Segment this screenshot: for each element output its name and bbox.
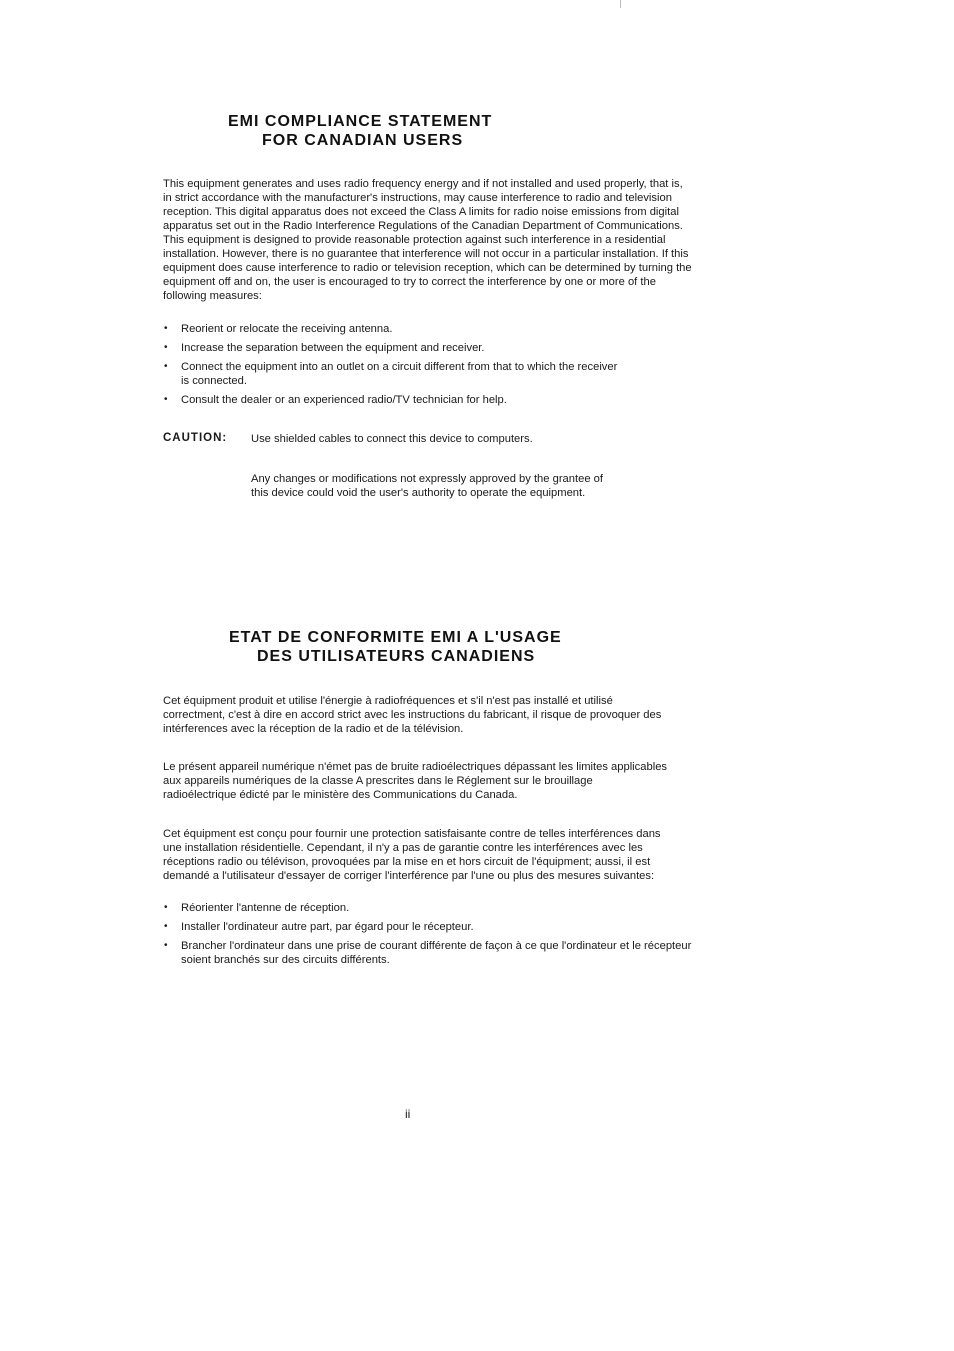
french-paragraph-3: Cet équipment est conçu pour fournir une protection satisfaisante contre de telles interférences dans une installation résidentielle. Cependant, il n'y a pas de garantie contre les interférences avec les réceptions radio ou télévison, provoquées par la mise en et hors circuit de l'équipment; aussi, il est demandé a l'utilisateur d'essayer de corriger l'interférence par l'une ou plus des mesures suivantes: — [163, 828, 661, 882]
list-item: • Réorienter l'antenne de réception. — [163, 901, 693, 915]
english-heading-line2: FOR CANADIAN USERS — [262, 132, 464, 149]
english-heading — [228, 112, 492, 150]
list-item: • Consult the dealer or an experienced radio/TV technician for help. — [163, 393, 623, 407]
list-item: • Brancher l'ordinateur dans une prise de courant différente de façon à ce que l'ordinateur et le récepteur soient branchés sur des circuits différents. — [163, 939, 693, 967]
list-item: • Increase the separation between the equipment and receiver. — [163, 341, 623, 355]
caution-label: CAUTION: — [163, 432, 228, 444]
english-paragraph: This equipment generates and uses radio frequency energy and if not installed and used properly, that is, in strict accordance with the manufacturer's instructions, may cause interference to radio and television reception. This digital apparatus does not exceed the Class A limits for radio noise emissions from digital apparatus set out in the Radio Interference Regulations of the Canadian Department of Communications. This equipment is designed to provide reasonable protection against such interference in a residential installation. However, there is no guarantee that interference will not occur in a particular installation. If this equipment does cause interference to radio or television reception, which can be determined by turning the equipment off and on, the user is encouraged to try to correct the interference by one or more of the following measures: — [163, 178, 692, 302]
scan-mark — [620, 0, 621, 8]
list-item: • Reorient or relocate the receiving antenna. — [163, 322, 623, 336]
modification-note: Any changes or modifications not expressly approved by the grantee of this device could void the user's authority to operate the equipment. — [251, 473, 603, 499]
list-item: • Connect the equipment into an outlet on a circuit different from that to which the receiver is connected. — [163, 360, 623, 388]
english-heading-line1: EMI COMPLIANCE STATEMENT — [228, 113, 493, 130]
page-number: ii — [405, 1107, 411, 1121]
list-item: • Installer l'ordinateur autre part, par égard pour le récepteur. — [163, 920, 693, 934]
french-heading-line2: DES UTILISATEURS CANADIENS — [257, 648, 536, 665]
english-measures-list — [163, 322, 623, 412]
french-heading-line1: ETAT DE CONFORMITE EMI A L'USAGE — [229, 629, 562, 646]
caution-text: Use shielded cables to connect this device to computers. — [251, 433, 533, 445]
french-heading — [229, 628, 562, 666]
french-measures-list — [163, 901, 693, 972]
french-paragraph-1: Cet équipment produit et utilise l'énergie à radiofréquences et s'il n'est pas installé et utilisé correctment, c'est à dire en accord strict avec les instructions du fabricant, il risque de provoquer des intérferences avec la réception de la radio et de la télévision. — [163, 695, 662, 735]
french-paragraph-2: Le présent appareil numérique n'émet pas de bruite radioélectriques dépassant les limites applicables aux appareils numériques de la classe A prescrites dans le Réglement sur le brouillage radioélectrique édicté par le ministère des Communications du Canada. — [163, 761, 668, 801]
